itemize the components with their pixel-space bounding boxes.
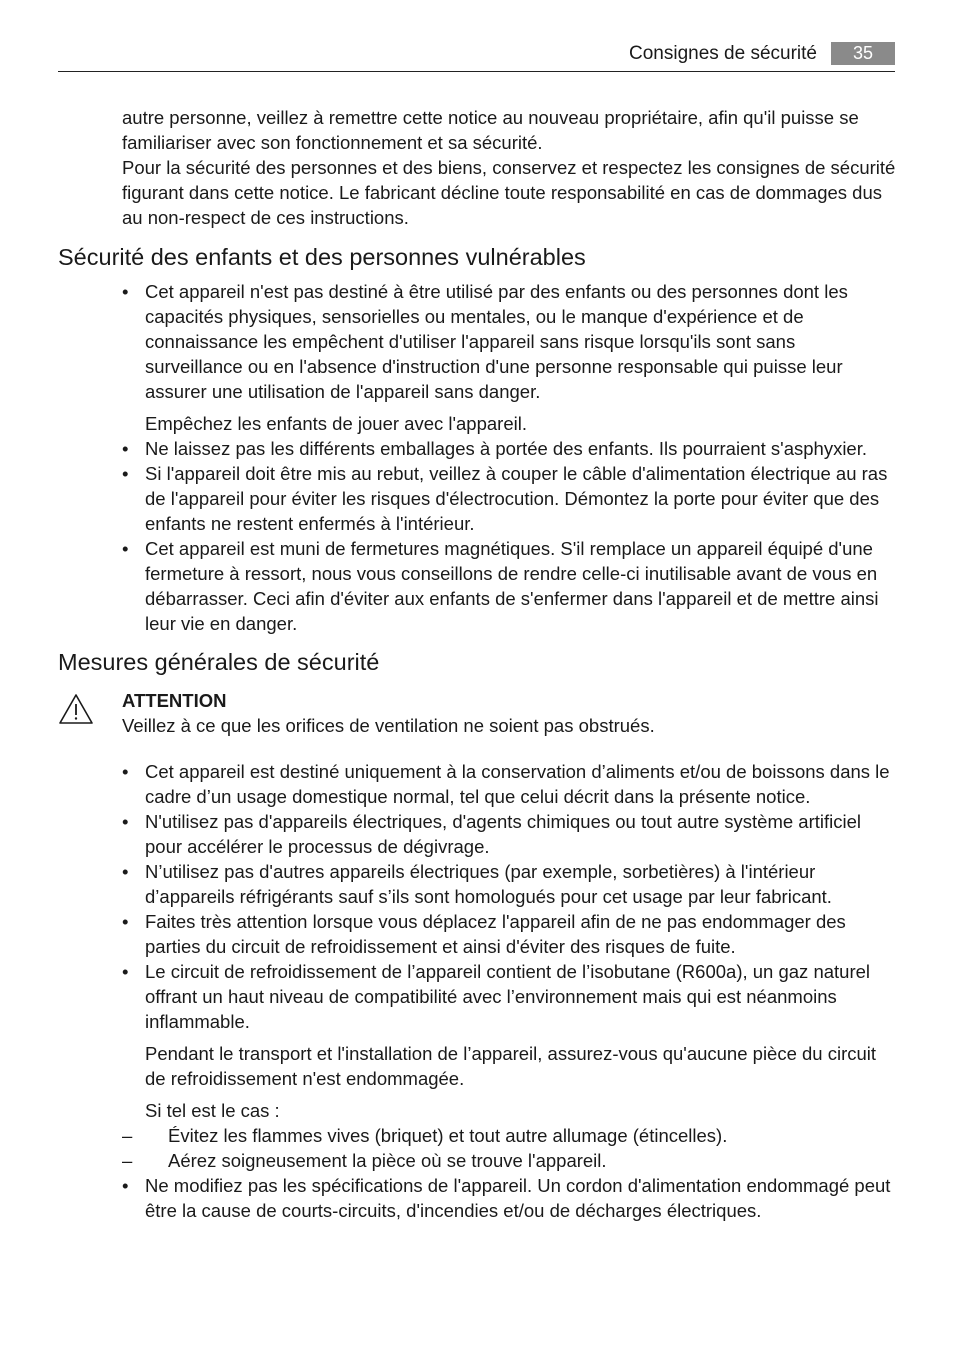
dash-list <box>122 1123 897 1173</box>
list-item-note: Pendant le transport et l'installation de l’appareil, assurez-vous qu'aucune pièce du circuit de refroidissement n'est endommagée. <box>145 1043 877 1089</box>
list-item-text: • Ne modifiez pas les spécifications de l'appareil. Un cordon d'alimentation endommagé peut être la cause de courts-circuits, d'incendies et/ou de décharges électriques. <box>145 1175 891 1221</box>
section-heading-children: Sécurité des enfants et des personnes vulnérables <box>58 244 586 270</box>
list-item-text: • N’utilisez pas d'autres appareils électriques (par exemple, sorbetières) à l'intérieur d’appareils réfrigérants sauf s’ils sont homologués pour cet usage par leur fabricant. <box>145 861 832 907</box>
list-item-text: • Faites très attention lorsque vous déplacez l'appareil afin de ne pas endommager des parties du circuit de refroidissement et ainsi d'éviter des risques de fuite. <box>145 911 846 957</box>
page-number: 35 <box>831 42 895 65</box>
list-item <box>122 279 897 436</box>
list-item <box>122 859 897 909</box>
list-item-text: • Ne laissez pas les différents emballages à portée des enfants. Ils pourraient s'asphyxier. <box>145 438 868 459</box>
warning-text: Veillez à ce que les orifices de ventilation ne soient pas obstrués. <box>122 715 655 736</box>
list-item-text: • Cet appareil est muni de fermetures magnétiques. S'il remplace un appareil équipé d'une fermeture à ressort, nous vous conseillons de rendre celle-ci inutilisable avant de vous en débarrasser. Ceci afin d'éviter aux enfants de s'enfermer dans l'appareil et de mettre ainsi leur vie en danger. <box>145 538 879 634</box>
dash-item: – Aérez soigneusement la pièce où se trouve l'appareil. <box>122 1148 897 1173</box>
children-safety-list <box>122 279 897 636</box>
intro-text <box>122 105 897 230</box>
list-item <box>122 461 897 536</box>
list-item-note: Empêchez les enfants de jouer avec l'appareil. <box>145 413 527 434</box>
warning-triangle-icon <box>58 693 94 725</box>
header-title: Consignes de sécurité <box>629 43 817 64</box>
intro-paragraph: autre personne, veillez à remettre cette notice au nouveau propriétaire, afin qu'il puisse se familiariser avec son fonctionnement et sa sécurité. <box>122 107 859 153</box>
list-item <box>122 959 897 1173</box>
dash-item: – Évitez les flammes vives (briquet) et tout autre allumage (étincelles). <box>122 1123 897 1148</box>
list-item-text: • Cet appareil n'est pas destiné à être utilisé par des enfants ou des personnes dont les capacités physiques, sensorielles ou mentales, ou le manque d'expérience et de connaissance les empêchent d'utiliser l'appareil sans risque lorsqu'ils sont sans surveillance ou en l'absence d'instruction d'une personne responsable qui puisse leur assurer une utilisation de l'appareil sans danger. <box>145 281 848 402</box>
list-item <box>122 1173 897 1223</box>
warning-box <box>58 688 898 748</box>
general-safety-list <box>122 759 897 1223</box>
warning-title: ATTENTION <box>122 690 227 711</box>
list-item <box>122 809 897 859</box>
list-item-text: • Cet appareil est destiné uniquement à la conservation d’aliments et/ou de boissons dans le cadre d’un usage domestique normal, tel que celui décrit dans la présente notice. <box>145 761 890 807</box>
list-item-text: • N'utilisez pas d'appareils électriques, d'agents chimiques ou tout autre système artificiel pour accélérer le processus de dégivrage. <box>145 811 862 857</box>
intro-paragraph: Pour la sécurité des personnes et des biens, conservez et respectez les consignes de sécurité figurant dans cette notice. Le fabricant décline toute responsabilité en cas de dommages dus au non-respect de ces instructions. <box>122 157 896 228</box>
list-item <box>122 909 897 959</box>
list-item <box>122 759 897 809</box>
page-header <box>58 40 895 72</box>
list-item <box>122 436 897 461</box>
section-heading-general: Mesures générales de sécurité <box>58 649 380 675</box>
list-item-text: • Si l'appareil doit être mis au rebut, veillez à couper le câble d'alimentation électrique au ras de l'appareil pour éviter les risques d'électrocution. Démontez la porte pour éviter que des enfants ne restent enfermés à l'intérieur. <box>145 463 888 534</box>
list-item-note: Si tel est le cas : <box>145 1100 280 1121</box>
list-item-text: • Le circuit de refroidissement de l’appareil contient de l’isobutane (R600a), un gaz naturel offrant un haut niveau de compatibilité avec l’environnement mais qui est néanmoins inflammable. <box>145 961 871 1032</box>
list-item <box>122 536 897 636</box>
